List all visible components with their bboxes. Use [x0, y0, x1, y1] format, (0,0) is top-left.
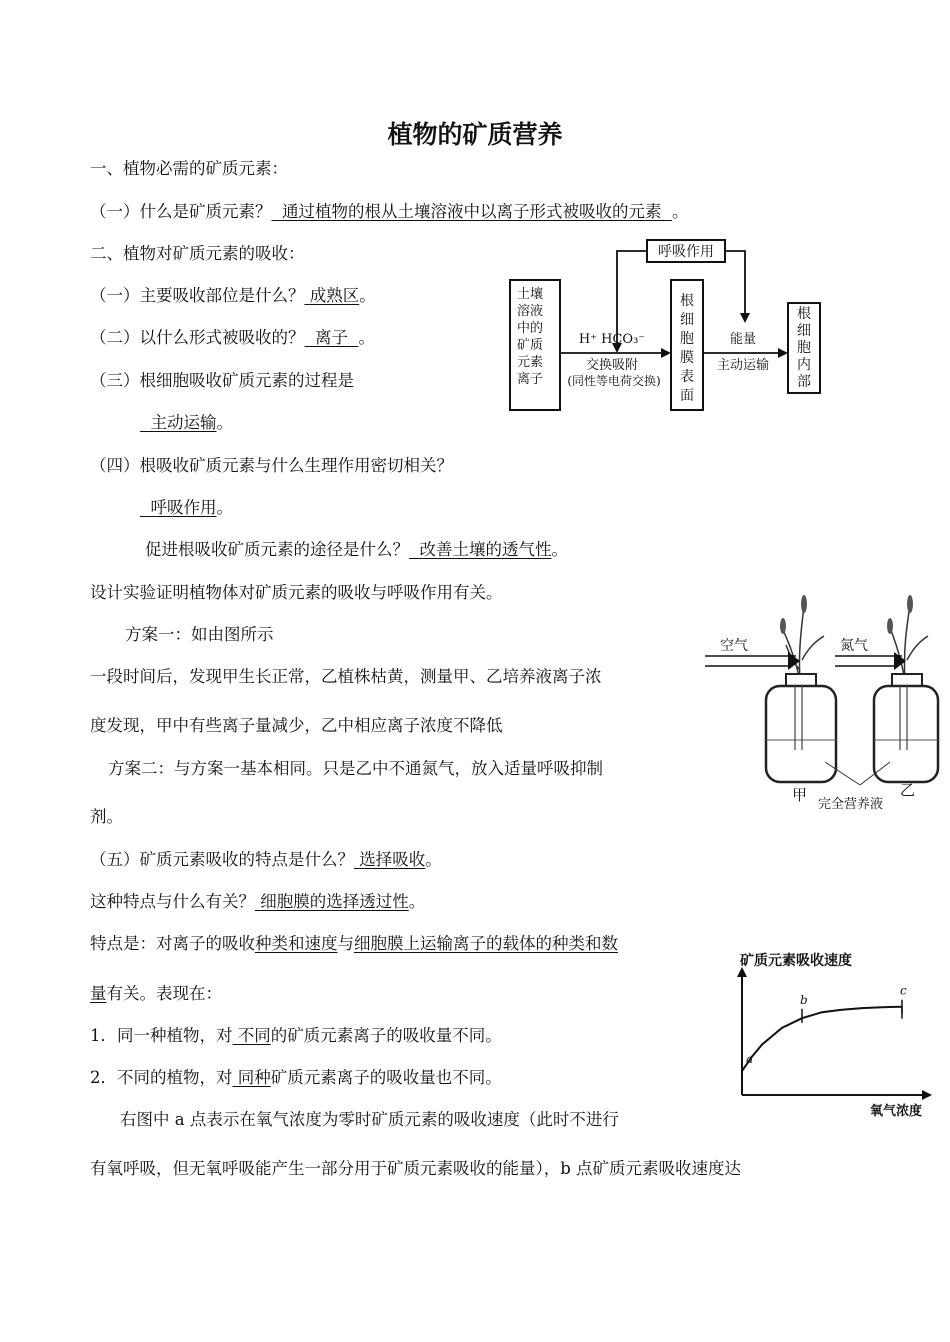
- left-bottle-label: 甲: [792, 786, 808, 804]
- answer-5: 选择吸收: [359, 850, 426, 869]
- plan-1-label: 方案一：如由图所示: [125, 625, 274, 644]
- soil-solution-text: 土壤 溶液 中的 矿质 元素 离子: [516, 287, 544, 387]
- cell-interior-text: 根 细 胞 内 部: [797, 306, 811, 390]
- absorption-flow-diagram: [505, 235, 825, 445]
- ion-label: H⁺ HCO₃⁻: [578, 332, 646, 347]
- question-2-2: （二）以什么形式被吸收的？ 离子 。: [90, 328, 375, 347]
- section-2-heading: 二、植物对矿质元素的吸收：: [90, 244, 305, 263]
- item-1: 1．同一种植物，对 不同的矿质元素离子的吸收量不同。: [90, 1026, 502, 1045]
- energy-label: 能量: [729, 332, 757, 347]
- question-1: （一）什么是矿质元素？ 通过植物的根从土壤溶液中以离子形式被吸收的元素 。: [90, 202, 689, 221]
- section-1-heading: 一、植物必需的矿质元素：: [90, 159, 288, 178]
- page-title: 植物的矿质营养: [387, 120, 563, 149]
- exchange-label: 交换吸附: [585, 358, 639, 373]
- paragraph-line-1: 右图中 a 点表示在氧气浓度为零时矿质元素的吸收速度（此时不进行: [120, 1110, 619, 1129]
- feature-line-1: 特点是：对离子的吸收种类和速度与细胞膜上运输离子的载体的种类和数: [90, 934, 618, 953]
- air-label: 空气: [720, 638, 748, 654]
- solution-label: 完全营养液: [818, 797, 884, 812]
- question-2-3: （三）根细胞吸收矿质元素的过程是: [90, 371, 354, 390]
- point-c-label: c: [900, 983, 907, 998]
- exchange-note: (同性等电荷交换): [567, 374, 661, 388]
- answer-2-1: 成熟区: [309, 286, 360, 305]
- active-transport-label: 主动运输: [716, 358, 770, 373]
- answer-2-4-line: 呼吸作用。: [140, 497, 233, 519]
- feature-line-2: 量有关。表现在：: [90, 984, 222, 1003]
- plan-1-line-2: 度发现，甲中有些离子量减少，乙中相应离子浓度不降低: [90, 716, 503, 735]
- answer-2-3: 主动运输: [150, 413, 217, 432]
- plan-2-line-1: 方案二：与方案一基本相同。只是乙中不通氮气，放入适量呼吸抑制: [108, 759, 603, 778]
- answer-2-5: 改善土壤的透气性: [419, 540, 552, 559]
- item-1-answer: 不同: [237, 1026, 271, 1045]
- absorption-rate-chart: [730, 945, 940, 1125]
- answer-5-2: 细胞膜的选择透过性: [260, 892, 409, 911]
- absorption-curve: [742, 1007, 902, 1071]
- cell-membrane-text: 根 细 胞 膜 表 面: [680, 293, 694, 404]
- left-bottle-cap: [786, 674, 816, 686]
- question-5-2: 这种特点与什么有关？ 细胞膜的选择透过性。: [90, 892, 426, 911]
- respiration-arrow-left: [617, 251, 647, 345]
- paragraph-line-2: 有氧呼吸，但无氧呼吸能产生一部分用于矿质元素吸收的能量），b 点矿质元素吸收速度达: [90, 1159, 742, 1178]
- right-bottle-label: 乙: [900, 781, 916, 799]
- plan-1-line-1: 一段时间后，发现甲生长正常，乙植株枯黄，测量甲、乙培养液离子浓: [90, 667, 602, 686]
- answer-2-2: 离子: [315, 328, 348, 347]
- answer-1: 通过植物的根从土壤溶液中以离子形式被吸收的元素: [282, 202, 662, 221]
- right-plant: [890, 605, 928, 680]
- question-2-4: （四）根吸收矿质元素与什么生理作用密切相关？: [90, 456, 453, 475]
- answer-2-3-line: 主动运输。: [140, 412, 233, 434]
- answer-2-4: 呼吸作用: [150, 498, 217, 517]
- point-b-label: b: [800, 992, 808, 1007]
- point-a-label: a: [746, 1052, 754, 1066]
- chart-title: 矿质元素吸收速度: [740, 953, 852, 969]
- right-bottle: [874, 686, 938, 782]
- bottle-experiment-figure: [700, 590, 940, 820]
- respiration-label: 呼吸作用: [658, 244, 714, 260]
- nitrogen-label: 氮气: [840, 638, 868, 654]
- right-bottle-cap: [892, 674, 922, 686]
- item-2: 2．不同的植物，对 同种矿质元素离子的吸收量也不同。: [90, 1068, 502, 1087]
- question-5: （五）矿质元素吸收的特点是什么？ 选择吸收。: [90, 850, 442, 869]
- question-1-text: （一）什么是矿质元素？: [90, 202, 272, 221]
- experiment-intro: 设计实验证明植物体对矿质元素的吸收与呼吸作用有关。: [90, 583, 503, 602]
- question-2-5: 促进根吸收矿质元素的途径是什么？ 改善土壤的透气性。: [145, 540, 568, 559]
- x-axis-label: 氧气浓度: [870, 1104, 923, 1119]
- plan-2-line-2: 剂。: [90, 807, 123, 826]
- question-2-1: （一）主要吸收部位是什么？ 成熟区。: [90, 286, 376, 305]
- respiration-arrow-right: [725, 251, 745, 315]
- left-bottle: [766, 686, 836, 782]
- item-2-answer: 同种: [237, 1068, 271, 1087]
- x-axis-arrow: [922, 1090, 932, 1100]
